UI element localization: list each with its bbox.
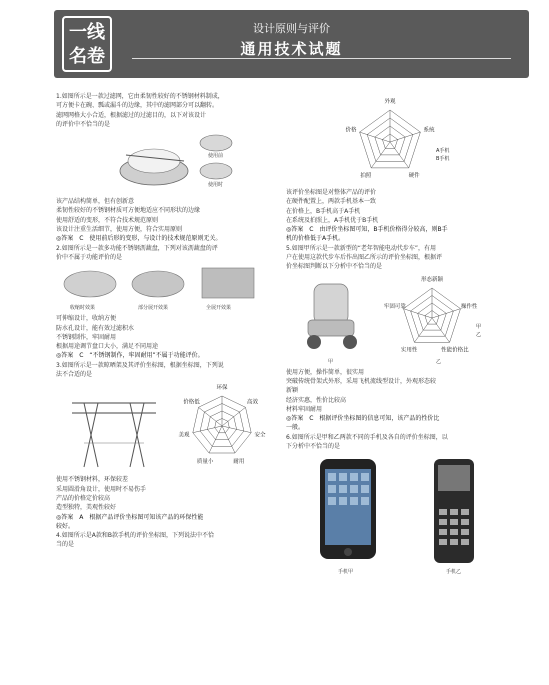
q4-option: 该评价坐标图是对整体产品的评价 xyxy=(286,189,377,196)
q1-option: 该设计注重生活细节，使用方便，符合实用原则 xyxy=(56,226,183,234)
q4-answer: 机的价格低于A手机。 xyxy=(286,235,345,243)
radar-axis-label: 安全 xyxy=(254,433,266,440)
q5-caption-jia: 甲 xyxy=(328,358,334,365)
radar-legend-label: 乙 xyxy=(476,331,482,338)
radar-axis-label: 耐用 xyxy=(233,459,245,466)
q1-stem-line: 滤网网格大小合适，根据滤过的过滤目的，以下对该设计 xyxy=(56,111,207,119)
q6-stem-line: 6.如图所示是甲和乙两款不同的手机及各自的评价坐标图，以 xyxy=(286,433,448,441)
q5-stem-line: 价坐标图判断以下分析中不恰当的是 xyxy=(286,263,383,271)
q6-caption-phone-jia: 手机甲 xyxy=(338,569,354,576)
q3-option: 造型独特，美观性较好 xyxy=(56,504,117,512)
strainer-illustration xyxy=(56,131,274,195)
radar-legend-label: A手机 xyxy=(436,148,450,154)
header-subtitle: 设计原则与评价 xyxy=(253,22,330,35)
q3-option: 使用不锈钢材料，环保较差 xyxy=(56,476,129,484)
q4-stem-line: 当的是 xyxy=(56,541,75,549)
badge-line-1: 一线 xyxy=(69,22,105,43)
radar-axis-label: 形态新颖 xyxy=(420,276,444,283)
q3-stem-line: 3.如图所示是一款晾晒架及其评价坐标图，根据坐标图，下列说 xyxy=(56,361,224,369)
badge-line-2: 名卷 xyxy=(69,46,105,67)
radar-chart-phones xyxy=(286,94,516,186)
q2-stem-line: 2.如图所示是一款多功能不锈钢沥蔬盘，下列对该沥蔬盘的评 xyxy=(56,244,218,252)
q5-option: 材料牢固耐用 xyxy=(286,405,323,413)
header-banner xyxy=(54,10,529,78)
q4-answer: ◎答案 C 由评价坐标图可知，B手机价格得分较高，则B手 xyxy=(286,226,448,234)
steamer-photos xyxy=(56,264,274,304)
q2-option: 根据用途调节盘口大小，满足不同用途 xyxy=(56,343,159,351)
q2-caption-1: 收缩时效果 xyxy=(70,305,96,312)
q5-option: 使用方便，操作简单，很实用 xyxy=(286,368,365,376)
q1-stem-line: 的评价中不恰当的是 xyxy=(56,120,111,128)
radar-axis-label: 外观 xyxy=(384,99,396,105)
radar-axis-label: 环保 xyxy=(216,385,228,392)
q4-stem-line: 4.如图所示是A款和B款手机的评价坐标图，下列说法中不恰 xyxy=(56,532,214,540)
q3-option: 采用圆滑角设计，使用时不易伤手 xyxy=(56,485,147,493)
q1-answer: ◎答案 C 使用前后形的变形，与设计的技术规范原则无关。 xyxy=(56,235,222,243)
radar-axis-label: 硬件 xyxy=(408,173,420,180)
q3-answer: ◎答案 A 根据产品评价坐标图可知该产品的环保性能 xyxy=(56,513,204,521)
q5-option: 经济实惠，性价比较高 xyxy=(286,396,347,404)
q1-caption-after: 使用时 xyxy=(208,182,224,189)
q1-stem-line: 1.如图所示是一款过滤网，它由柔韧性较好的不锈钢材料制成， xyxy=(56,93,224,100)
right-column xyxy=(286,92,516,579)
q6-figure xyxy=(286,453,516,577)
phones-photos xyxy=(286,453,516,569)
q5-figure xyxy=(286,274,516,366)
radar-chart-rack xyxy=(164,381,274,471)
radar-axis-label: 价格低 xyxy=(183,400,200,407)
q2-option: 防水孔设计，能有效过滤积水 xyxy=(56,324,135,332)
radar-axis-label: 高效 xyxy=(246,400,259,407)
q5-stem-line: 户在使用这款代步车后作出图乙所示的评价坐标图，根据评 xyxy=(286,254,443,262)
q1-figure xyxy=(56,131,274,195)
question-1 xyxy=(56,92,274,244)
q2-option: 不锈钢制作，牢固耐用 xyxy=(56,333,117,341)
radar-axis-label: 牢固可靠 xyxy=(383,303,406,310)
q3-option: 产品的价格定价较高 xyxy=(56,494,111,502)
radar-axis-label: 操作性 xyxy=(460,303,478,310)
q1-caption-before: 使用前 xyxy=(208,153,224,160)
q3-answer: 较好。 xyxy=(56,522,75,530)
q4-option: 在价格上，B手机高于A手机 xyxy=(286,207,361,215)
radar-chart-scooter xyxy=(372,274,512,362)
radar-axis-label: 系统 xyxy=(423,127,435,134)
mobility-scooter-photo xyxy=(296,276,368,356)
q5-option: 突破传统骨架式外形，采用飞机流线型设计，外观形态较 xyxy=(286,377,437,385)
q5-option: 新颖 xyxy=(286,387,299,395)
q1-option: 使用舒适的变形，不符合技术规范原则 xyxy=(56,216,159,224)
drying-rack-illustration xyxy=(64,383,164,471)
question-3 xyxy=(56,361,274,550)
radar-axis-label: 价格 xyxy=(345,127,357,134)
radar-axis-label: 拍照 xyxy=(360,173,372,180)
radar-axis-label: 美观 xyxy=(178,433,190,440)
radar-axis-label: 性能价格比 xyxy=(441,347,469,354)
q4-option: 在硬件配置上，两款手机基本一致 xyxy=(286,198,377,206)
q3-figure xyxy=(56,381,274,473)
q1-option: 柔韧性较好的不锈钢材质可方便地适应不同形状的边缘 xyxy=(56,207,201,215)
q5-answer: ◎答案 C 根据评价坐标图的信息可知，该产品的性价比 xyxy=(286,415,440,423)
q5-stem-line: 5.如图甲所示是一款新型的“老年智能电动代步车”，有用 xyxy=(286,244,436,252)
radar-legend-label: 甲 xyxy=(476,323,482,330)
q1-option: 该产品结构简单，但有创新意 xyxy=(56,198,135,206)
question-2 xyxy=(56,244,274,361)
radar-axis-label: 实用性 xyxy=(400,347,418,354)
q6-caption-phone-yi: 手机乙 xyxy=(446,569,462,576)
q2-option: 可伸缩设计，收纳方便 xyxy=(56,315,117,323)
q2-caption-3: 全展开效果 xyxy=(206,305,232,312)
q2-figure xyxy=(56,264,274,312)
q1-stem-line: 可方便卡在碗、瓢或漏斗的边缘，其中的滤网部分可以翻转。 xyxy=(56,102,219,110)
q2-answer: ◎答案 C “不锈钢制作，牢固耐用”不属于功能评价。 xyxy=(56,352,204,360)
q2-caption-2: 部分展开效果 xyxy=(138,305,169,312)
q6-stem-line: 下分析中不恰当的是 xyxy=(286,443,341,451)
q5-caption-yi: 乙 xyxy=(436,358,442,365)
left-column xyxy=(56,92,274,550)
radar-axis-label: 质量小 xyxy=(196,459,214,466)
radar-legend-label: B手机 xyxy=(436,156,450,162)
q2-stem-line: 价中不属于功能评价的是 xyxy=(56,253,123,261)
q4-figure xyxy=(286,94,516,186)
q3-stem-line: 法不合适的是 xyxy=(56,371,93,379)
q4-option: 在系统及拍照上，A手机优于B手机 xyxy=(286,216,379,224)
header-title: 通用技术试题 xyxy=(240,40,343,58)
q5-answer: 一般。 xyxy=(286,424,305,432)
